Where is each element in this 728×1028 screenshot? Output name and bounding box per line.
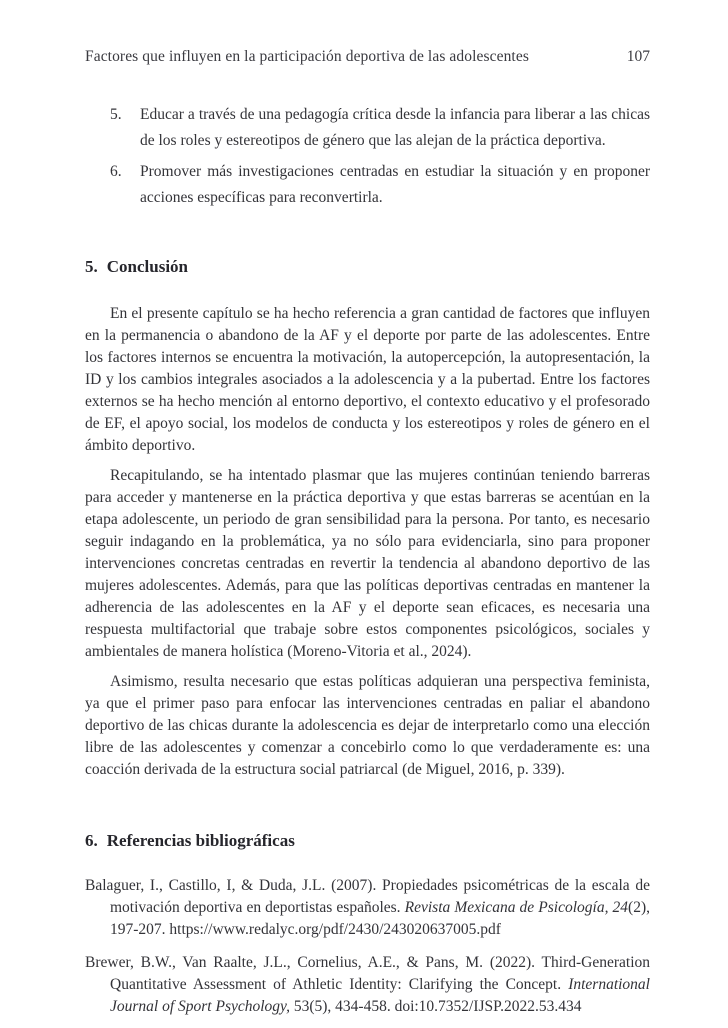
paragraph-conclusion-3: Asimismo, resulta necesario que estas políticas adquieran una perspectiva feminista, ya que el primer paso para enfocar las intervenciones centradas en paliar el abandono deportivo de las chicas durante la adolescencia es dejar de interpretarlo como una elección libre de las adolescentes y comenzar a concebirlo como lo que verdaderamente es: una coacción derivada de la estructura social patriarcal (de Miguel, 2016, p. 339).	[85, 673, 650, 778]
references-list	[85, 875, 650, 1018]
section-title: Conclusión	[106, 257, 188, 276]
paragraph-conclusion-2: Recapitulando, se ha intentado plasmar que las mujeres continúan teniendo barreras para acceder y mantenerse en la práctica deportiva y que estas barreras se acentúan en la etapa adolescente, un periodo de gran sensibilidad para la persona. Por tanto, es necesario seguir indagando en la problemática, ya no sólo para evidenciarla, sino para proponer intervenciones concretas centradas en revertir la tendencia al abandono deportivo de las mujeres adolescentes. Además, para que las políticas deportivas centradas en mantener la adherencia de las adolescentes en la AF y el deporte sean eficaces, es necesaria una respuesta multifactorial que trabaje sobre estos componentes psicológicos, sociales y ambientales de manera holística (Moreno-Vitoria et al., 2024).	[85, 467, 650, 660]
reference-text-after: (2), 197-207. https://www.redalyc.org/pdf/2430/243020637005.pdf	[110, 899, 650, 938]
section-number: 5.	[85, 257, 98, 276]
list-item-number: 5.	[110, 106, 122, 123]
list-item-text: Promover más investigaciones centradas en estudiar la situación y en proponer acciones específicas para reconvertirla.	[140, 163, 650, 206]
reference-item	[85, 875, 650, 941]
reference-text-before: Balaguer, I., Castillo, I, & Duda, J.L. (2007). Propiedades psicométricas de la escala de motivación deportiva en deportistas españoles.	[85, 877, 650, 916]
running-header	[85, 48, 650, 66]
paragraph-conclusion-1: En el presente capítulo se ha hecho referencia a gran cantidad de factores que influyen en la permanencia o abandono de la AF y el deporte por parte de las adolescentes. Entre los factores internos se encuentra la motivación, la autopercepción, la autopresentación, la ID y los cambios integrales asociados a la adolescencia y a la pubertad. Entre los factores externos se ha hecho mención al entorno deportivo, el contexto educativo y el profesorado de EF, el apoyo social, los modelos de conducta y los estereotipos y roles de género en el ámbito deportivo.	[85, 305, 650, 454]
reference-text-before: Brewer, B.W., Van Raalte, J.L., Cornelius, A.E., & Pans, M. (2022). Third-Generation Quantitative Assessment of Athletic Identity: Clarifying the Concept.	[85, 954, 650, 993]
section-title: Referencias bibliográficas	[106, 831, 295, 850]
reference-journal-italic: Revista Mexicana de Psicología, 24	[404, 899, 629, 916]
list-item-text: Educar a través de una pedagogía crítica desde la infancia para liberar a las chicas de los roles y estereotipos de género que las alejan de la práctica deportiva.	[140, 106, 650, 149]
section-number: 6.	[85, 831, 98, 850]
page-number: 107	[626, 48, 650, 65]
list-item	[110, 102, 650, 154]
list-item-number: 6.	[110, 163, 122, 180]
reference-journal-italic: International Journal of Sport Psychology,	[110, 976, 650, 1015]
section-heading-conclusion	[85, 257, 650, 277]
numbered-list	[110, 102, 650, 211]
reference-item	[85, 952, 650, 1018]
list-item	[110, 159, 650, 211]
running-title: Factores que influyen en la participación deportiva de las adolescentes	[85, 48, 529, 65]
section-heading-references	[85, 831, 650, 851]
reference-text-after: 53(5), 434-458. doi:10.7352/IJSP.2022.53.434	[289, 998, 582, 1015]
